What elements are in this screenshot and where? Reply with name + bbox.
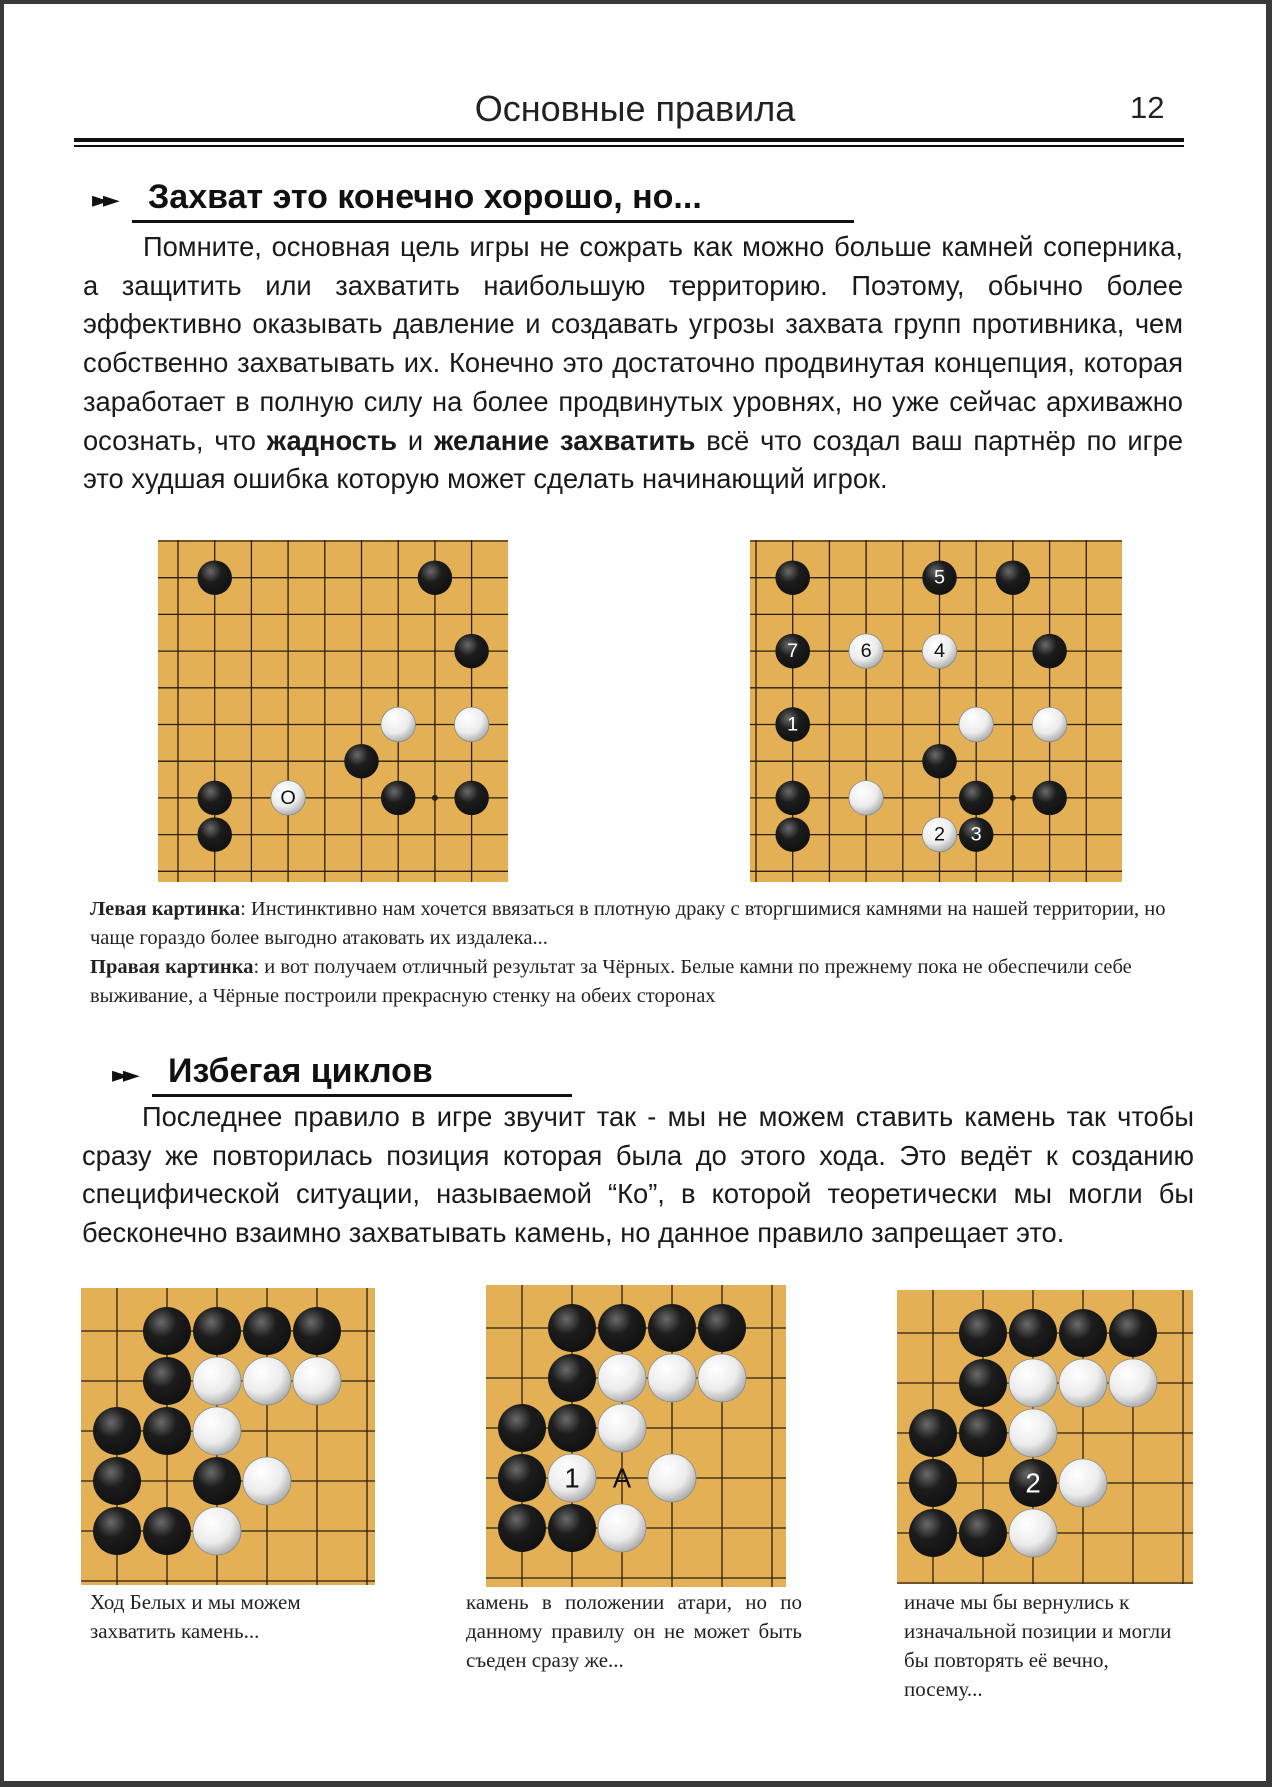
bold-term-capture: желание захватить: [434, 424, 696, 456]
black-stone: [197, 560, 231, 594]
paragraph-text: Помните, основная цель игры не сожрать как можно больше камней соперника, а защитить или захватить наибольшую территорию. Поэтому, обычно более эффективно оказывать давление и создавать угрозы захвата групп противника, чем собственно захватывать их. Конечно это достаточно продвинутая концепция, которая заработает в полную силу на более продвинутых уровнях, но уже сейчас архиважно осознать, что: [83, 231, 1183, 456]
white-stone: [243, 1357, 291, 1405]
black-stone: [1009, 1309, 1057, 1357]
heading-underline: [152, 1094, 572, 1097]
black-stone: [498, 1454, 546, 1502]
black-stone: [909, 1409, 957, 1457]
black-stone: [418, 560, 452, 594]
black-stone: [548, 1354, 596, 1402]
white-stone: [1009, 1509, 1057, 1557]
stone-label: O: [280, 786, 296, 809]
black-stone: [548, 1404, 596, 1452]
left-caption: [90, 895, 1200, 953]
black-stone: [996, 560, 1030, 594]
page-number: 12: [1130, 90, 1165, 125]
white-stone: [454, 707, 488, 741]
paragraph-text: Последнее правило в игре звучит так - мы не можем ставить камень так чтобы сразу же повторилась позиция которая была до этого хода. Это ведёт к созданию специфической ситуации, называемой “Ко”, в которой теоретически мы могли бы бесконечно взаимно захватывать камень, но данное правило запрещает это.: [82, 1101, 1194, 1249]
black-stone: [93, 1407, 141, 1455]
white-stone: [849, 781, 883, 815]
black-stone: [775, 781, 809, 815]
page-header-title: Основные правила: [474, 88, 796, 129]
white-stone: [381, 707, 415, 741]
black-stone: [197, 817, 231, 851]
black-stone: [197, 781, 231, 815]
black-stone: [344, 744, 378, 778]
black-stone: [93, 1457, 141, 1505]
caption-label: Правая картинка: [90, 956, 254, 978]
white-stone: [193, 1407, 241, 1455]
black-stone: [548, 1304, 596, 1352]
black-stone: [454, 781, 488, 815]
ko-caption-2: камень в положении атари, но по данному правилу он не может быть съеден сразу же...: [466, 1590, 802, 1672]
white-stone: [1059, 1459, 1107, 1507]
black-stone: [959, 1509, 1007, 1557]
black-stone: [498, 1504, 546, 1552]
black-stone: [498, 1404, 546, 1452]
hoshi-point: [432, 795, 438, 801]
white-stone: [598, 1504, 646, 1552]
white-stone: [1032, 707, 1066, 741]
stone-label: 1: [564, 1462, 580, 1494]
caption-text: : Инстинктивно нам хочется ввязаться в плотную драку с вторгшимися камнями на нашей территории, но чаще гораздо более выгодно атаковать их издалека...: [90, 898, 1166, 949]
stone-label: 3: [970, 823, 982, 846]
section-heading: Избегая циклов: [168, 1052, 433, 1090]
white-stone: [1009, 1359, 1057, 1407]
black-stone: [143, 1357, 191, 1405]
white-stone: [598, 1354, 646, 1402]
bold-term-greed: жадность: [266, 424, 398, 456]
white-stone: [193, 1507, 241, 1555]
black-stone: [1059, 1309, 1107, 1357]
section-arrow-icon: ►►: [92, 188, 114, 213]
black-stone: [193, 1307, 241, 1355]
white-stone: [598, 1404, 646, 1452]
book-page: [4, 4, 1266, 1781]
section2-paragraph: [82, 1098, 1194, 1253]
black-stone: [648, 1304, 696, 1352]
stone-label: 2: [1025, 1467, 1041, 1499]
black-stone: [454, 634, 488, 668]
right-caption: [90, 953, 1200, 1011]
black-stone: [1109, 1309, 1157, 1357]
black-stone: [959, 1309, 1007, 1357]
header-rule: [74, 138, 1184, 142]
black-stone: [143, 1307, 191, 1355]
stone-label: 6: [860, 640, 872, 663]
stone-label: A: [612, 1462, 632, 1494]
black-stone: [775, 817, 809, 851]
stone-label: 4: [933, 640, 946, 663]
black-stone: [548, 1504, 596, 1552]
black-stone: [1032, 634, 1066, 668]
black-stone: [143, 1507, 191, 1555]
ko-caption-1: Ход Белых и мы можем захватить камень...: [90, 1590, 301, 1643]
white-stone: [1109, 1359, 1157, 1407]
black-stone: [381, 781, 415, 815]
white-stone: [243, 1457, 291, 1505]
header-rule-thin: [74, 145, 1184, 147]
hoshi-point: [1010, 795, 1016, 801]
paragraph-text: всё что создал ваш партнёр по игре это худшая ошибка которую может сделать начинающий игрок.: [83, 424, 1183, 495]
section-arrow-icon: ►►: [112, 1063, 134, 1088]
diagram-captions: [90, 895, 1200, 1011]
black-stone: [93, 1507, 141, 1555]
black-stone: [775, 560, 809, 594]
ko-diagram-3: [897, 1290, 1193, 1584]
paragraph-text: и: [397, 424, 435, 456]
black-stone: [922, 744, 956, 778]
black-stone: [193, 1457, 241, 1505]
section1-paragraph: [83, 228, 1183, 499]
go-board-diagram-right: [750, 540, 1122, 882]
go-board-diagram-left: [158, 540, 508, 882]
black-stone: [959, 1359, 1007, 1407]
black-stone: [959, 781, 993, 815]
black-stone: [909, 1509, 957, 1557]
black-stone: [698, 1304, 746, 1352]
stone-label: 5: [933, 566, 946, 589]
white-stone: [648, 1454, 696, 1502]
section-heading: Захват это конечно хорошо, но...: [148, 178, 702, 216]
black-stone: [598, 1304, 646, 1352]
white-stone: [698, 1354, 746, 1402]
white-stone: [648, 1354, 696, 1402]
stone-label: 2: [933, 823, 946, 846]
white-stone: [959, 707, 993, 741]
ko-diagram-2: [486, 1285, 786, 1587]
black-stone: [909, 1459, 957, 1507]
white-stone: [1009, 1409, 1057, 1457]
black-stone: [959, 1409, 1007, 1457]
ko-caption-3: иначе мы бы вернулись к изначальной позиции и могли бы повторять её вечно, посему...: [904, 1590, 1172, 1701]
black-stone: [293, 1307, 341, 1355]
heading-underline: [132, 220, 854, 223]
black-stone: [143, 1407, 191, 1455]
white-stone: [193, 1357, 241, 1405]
caption-text: : и вот получаем отличный результат за Чёрных. Белые камни по прежнему пока не обеспечили себе выживание, а Чёрные построили прекрасную стенку на обеих сторонах: [90, 956, 1132, 1007]
ko-diagram-1: [81, 1288, 375, 1585]
white-stone: [293, 1357, 341, 1405]
caption-label: Левая картинка: [90, 898, 241, 920]
stone-label: 1: [787, 713, 799, 736]
white-stone: [1059, 1359, 1107, 1407]
stone-label: 7: [787, 640, 799, 663]
black-stone: [1032, 781, 1066, 815]
black-stone: [243, 1307, 291, 1355]
